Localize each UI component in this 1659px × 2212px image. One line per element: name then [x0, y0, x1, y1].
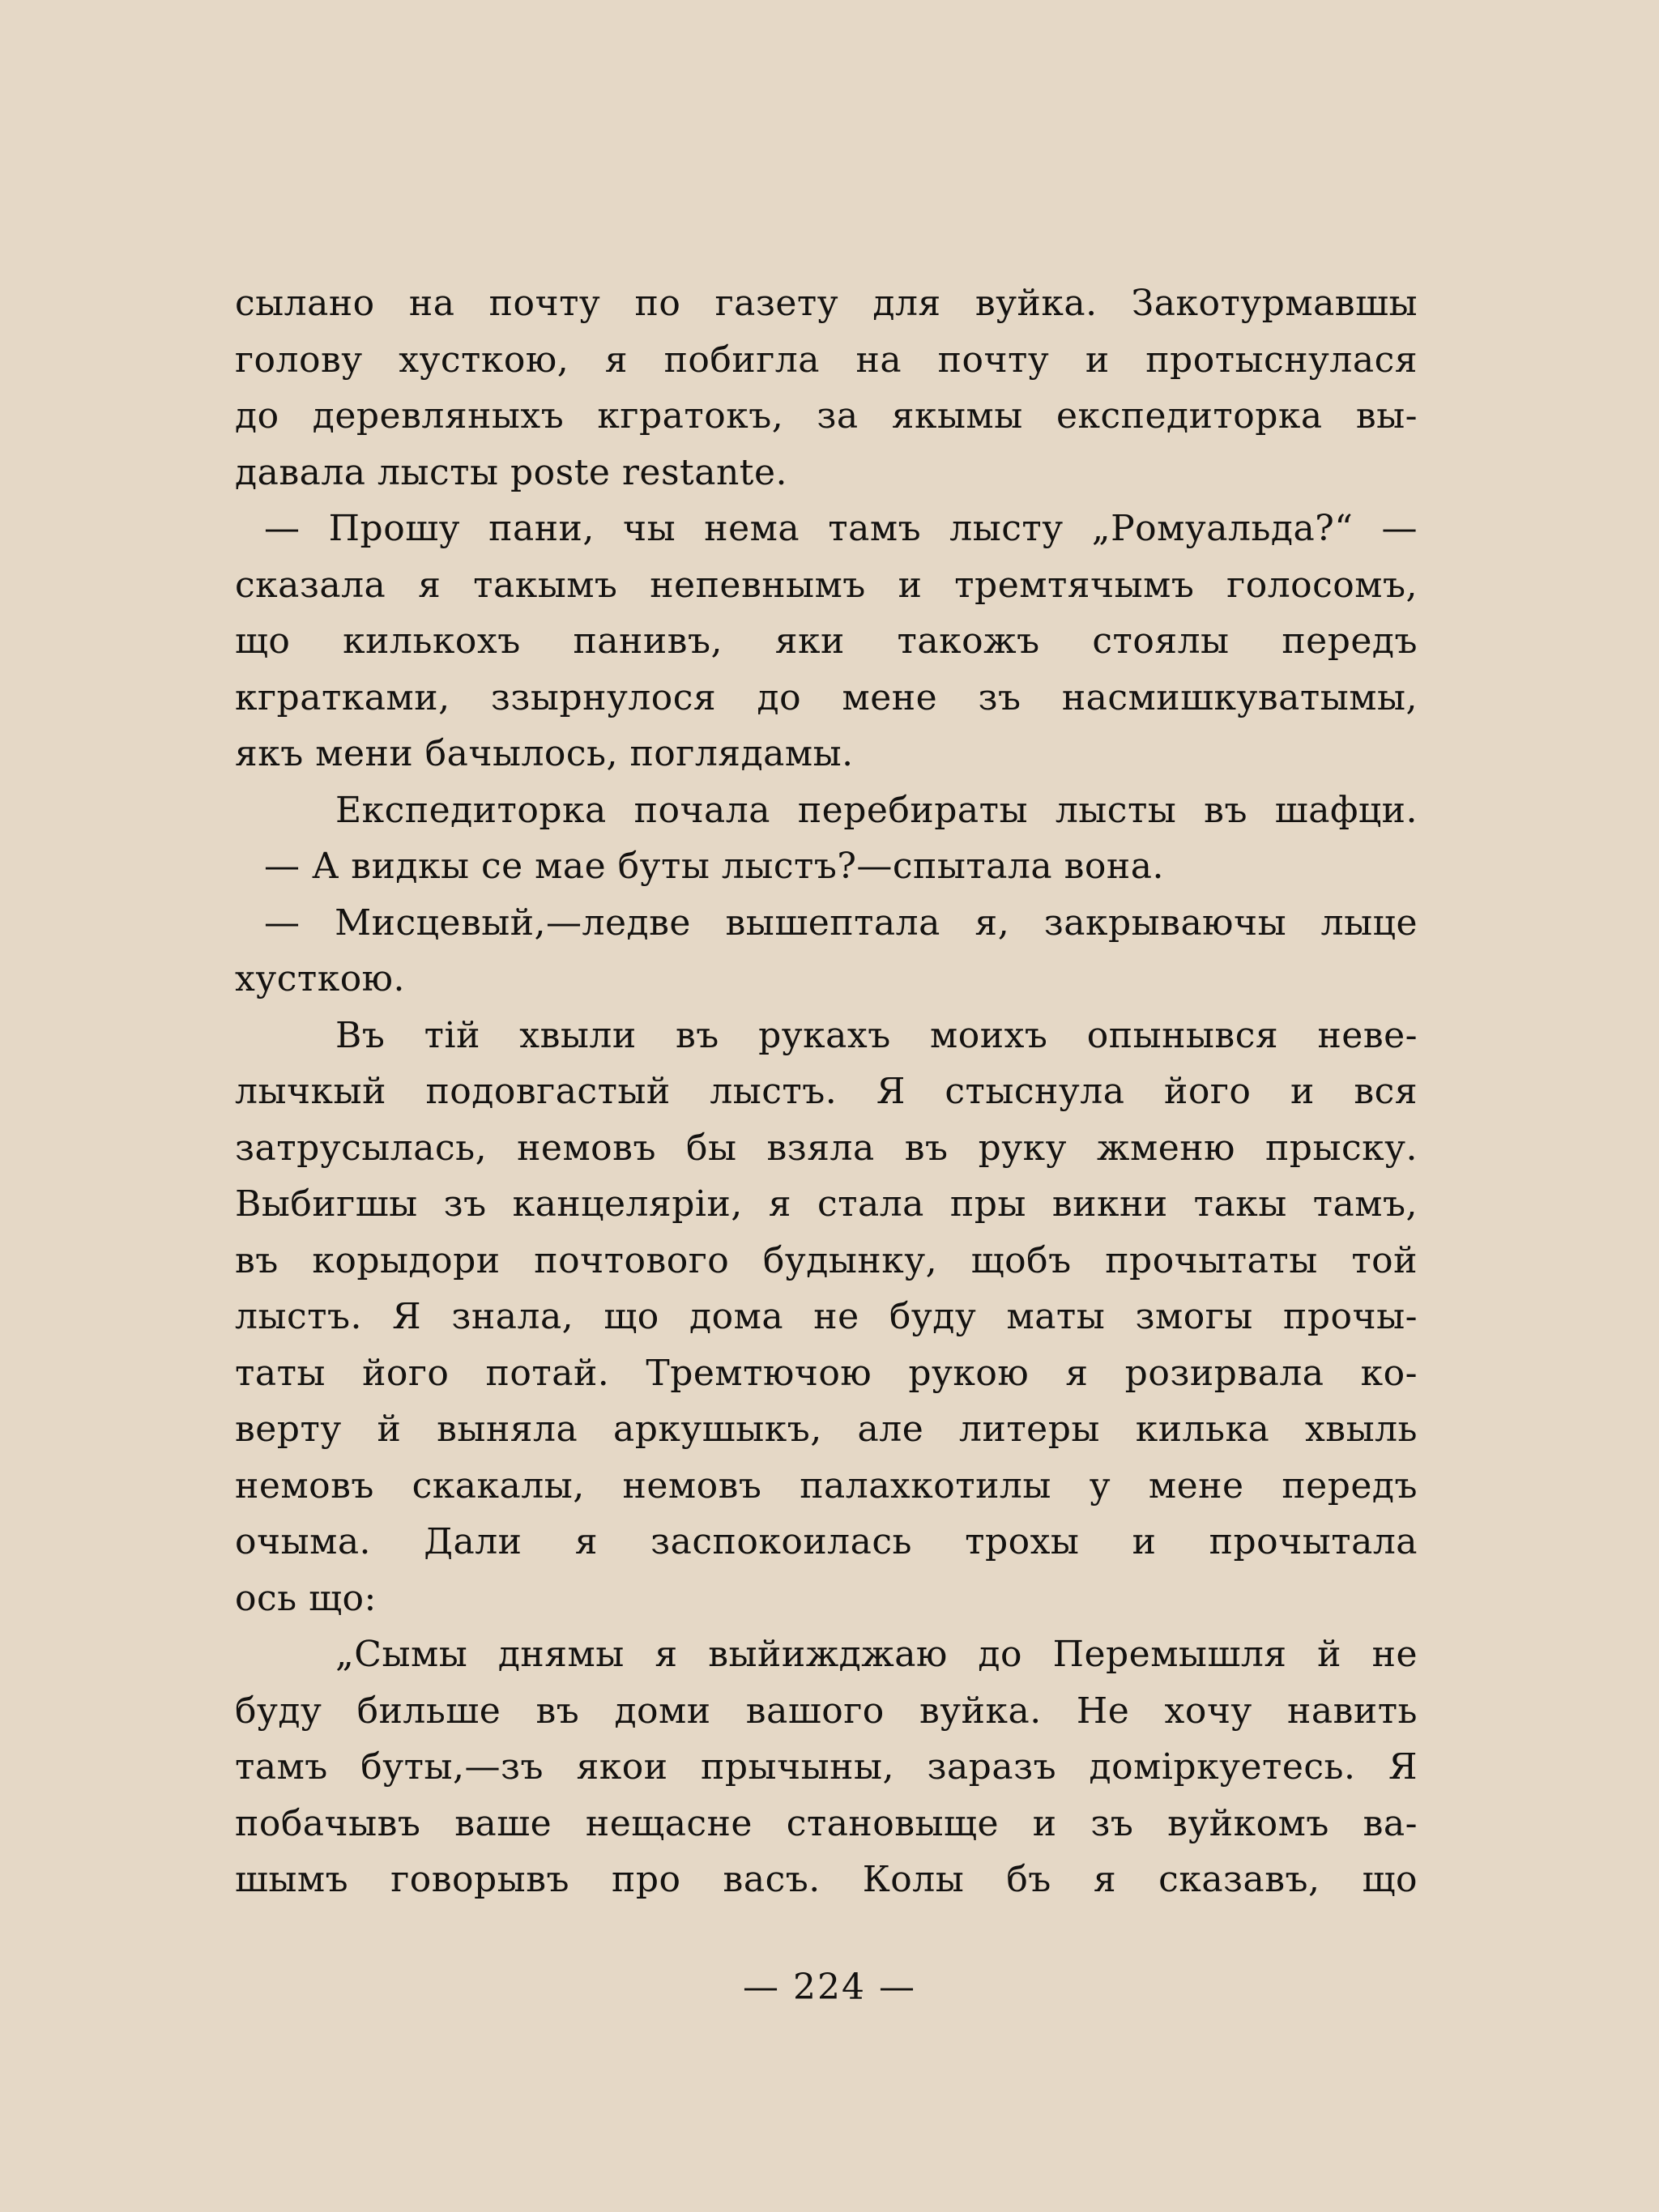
text-line: хусткою.: [235, 958, 405, 999]
text-line: очыма. Дали я заспокоилась трохы и прочытала: [235, 1521, 1418, 1562]
text-line: — Мисцевый,—ледве вышептала я, закрываючы лыце: [264, 901, 1418, 944]
text-line: буду бильше въ доми вашого вуйка. Не хочу навить: [235, 1690, 1418, 1732]
text-line: — Прошу пани, чы нема тамъ лысту „Ромуальда?“ —: [264, 508, 1418, 549]
body-text: [235, 275, 1418, 1908]
text-line: верту й выняла аркушыкъ, але литеры килька хвыль: [235, 1409, 1418, 1450]
text-line: побачывъ ваше нещасне становыще и зъ вуйкомъ ва-: [235, 1802, 1418, 1844]
text-line: немовъ скакалы, немовъ палахкотилы у мене передъ: [235, 1464, 1418, 1507]
text-line: лыстъ. Я знала, що дома не буду маты змогы прочы-: [235, 1296, 1418, 1337]
text-line: сылано на почту по газету для вуйка. Закотурмавшы: [235, 283, 1418, 324]
text-line: — А видкы се мае буты лыстъ?—спытала вона.: [264, 846, 1164, 887]
text-line: давала лысты poste restante.: [235, 451, 788, 493]
text-line: затрусылась, немовъ бы взяла въ руку жменю прыску.: [235, 1127, 1418, 1169]
text-line: тамъ буты,—зъ якои прычыны, заразъ доміркуетесь. Я: [235, 1746, 1418, 1788]
text-line: голову хусткою, я побигла на почту и протыснулася: [235, 339, 1418, 381]
text-line: лычкый подовгастый лыстъ. Я стыснула його и вся: [235, 1071, 1418, 1112]
text-line: таты його потай. Тремтючою рукою я розирвала ко-: [235, 1352, 1418, 1394]
text-line: якъ мени бачылось, поглядамы.: [235, 733, 854, 774]
text-line: сказала я такымъ непевнымъ и тремтячымъ голосомъ,: [235, 564, 1418, 606]
page-number: — 224 —: [743, 1967, 916, 2008]
text-line: що килькохъ панивъ, яки такожъ стоялы передъ: [235, 620, 1418, 662]
text-line: ось що:: [235, 1577, 377, 1619]
text-line: Въ тій хвыли въ рукахъ моихъ опынывся неве-: [335, 1014, 1418, 1056]
text-line: Выбигшы зъ канцеляріи, я стала пры викни такы тамъ,: [235, 1183, 1418, 1225]
text-line: шымъ говорывъ про васъ. Колы бъ я сказавъ, що: [235, 1859, 1418, 1900]
text-line: до дерeвляныхъ кгратокъ, за якымы експедиторка вы-: [235, 395, 1418, 437]
text-line: кгратками, ззырнулося до мене зъ насмишкуватымы,: [235, 676, 1418, 718]
text-line: въ корыдори почтового будынку, щобъ прочытаты той: [235, 1239, 1418, 1281]
text-line: Експедиторка почала перебираты лысты въ шафци.: [335, 789, 1418, 831]
text-line: „Сымы днямы я выйижджаю до Перемышля й не: [335, 1634, 1418, 1675]
